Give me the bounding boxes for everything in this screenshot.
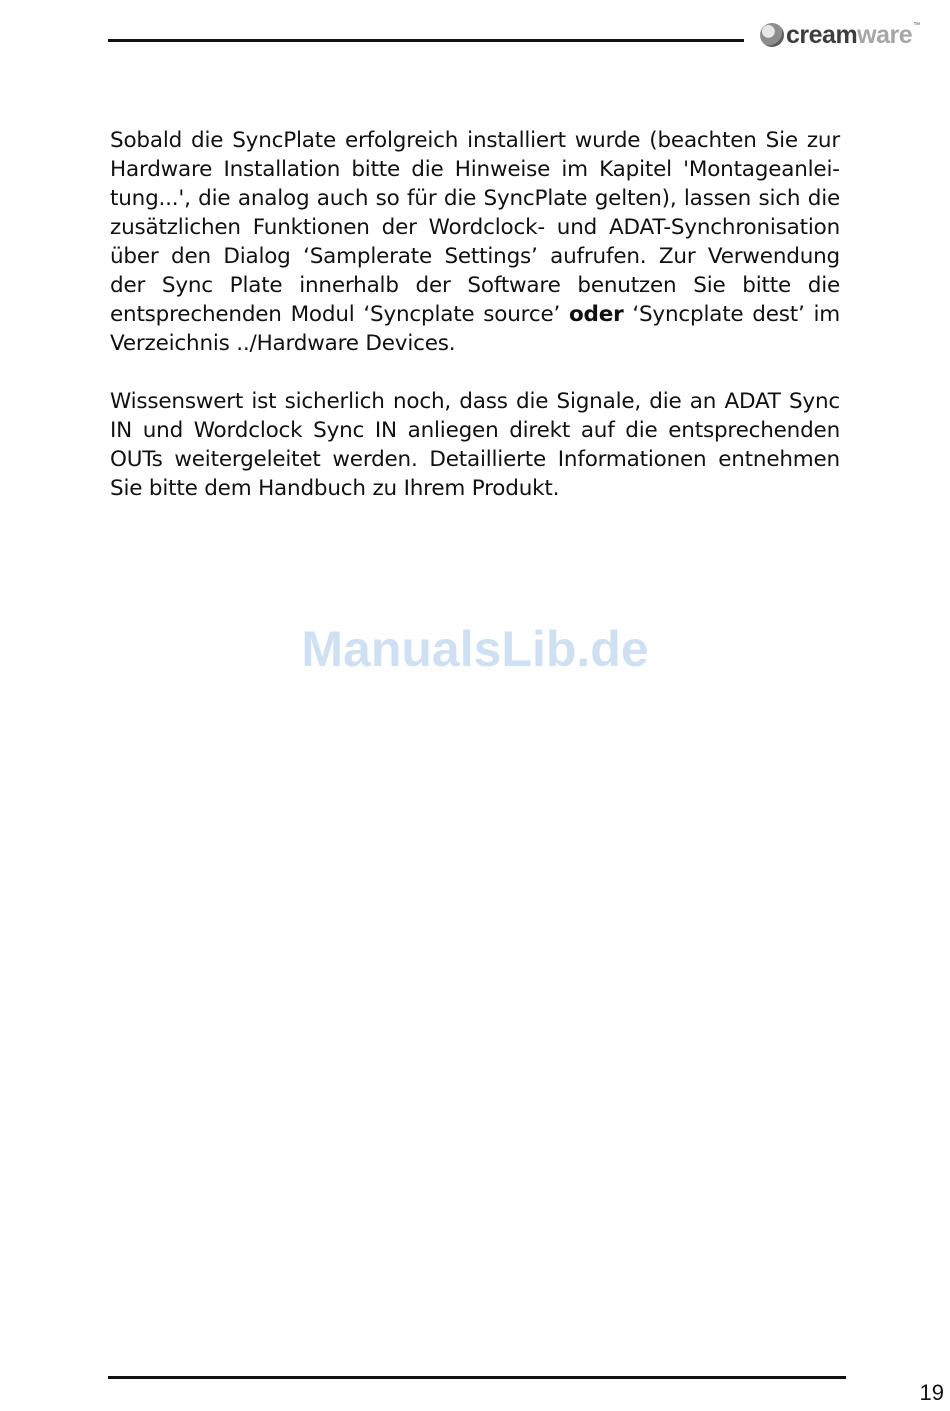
logo-text-cream: cream	[786, 20, 858, 49]
page-number: 19	[919, 1380, 944, 1405]
paragraph-1-bold-word: oder	[568, 302, 624, 327]
paragraph-1-text-start: Sobald die SyncPlate erfolgreich installiert wurde (beachten Sie zur Hardware Installation bitte die Hinweise im Kapitel 'Montageanleitung...', die analog auch so für die SyncPlate gelten), lassen sich die zusätzlichen Funktionen der Wordclock- und ADAT-Synchronisation über den Dialog ‘Samplerate Settings’ aufrufen. Zur Verwendung der Sync Plate innerhalb der Software benutzen Sie bitte die entsprechenden Modul ‘Syncplate source’	[110, 128, 840, 327]
logo-text-ware: ware	[857, 20, 913, 49]
header-rule	[108, 39, 744, 42]
footer-rule	[108, 1376, 846, 1379]
paragraph-syncplate-installation	[110, 126, 840, 358]
paragraph-signal-forwarding: Wissenswert ist sicherlich noch, dass die Signale, die an ADAT Sync IN und Wordclock Sync IN anliegen direkt auf die entsprechenden OUTs weitergeleitet werden. Detaillierte Informationen entnehmen Sie bitte dem Handbuch zu Ihrem Produkt.	[110, 389, 840, 501]
logo-circle-icon	[760, 23, 784, 47]
paragraph-1-text-end: ‘Syncplate dest’ im Verzeichnis ../Hardware Devices.	[110, 302, 840, 356]
watermark: ManualsLib.de	[301, 621, 649, 677]
logo-trademark: ™	[913, 22, 920, 29]
creamware-logo	[760, 18, 920, 52]
page-content	[110, 126, 840, 503]
